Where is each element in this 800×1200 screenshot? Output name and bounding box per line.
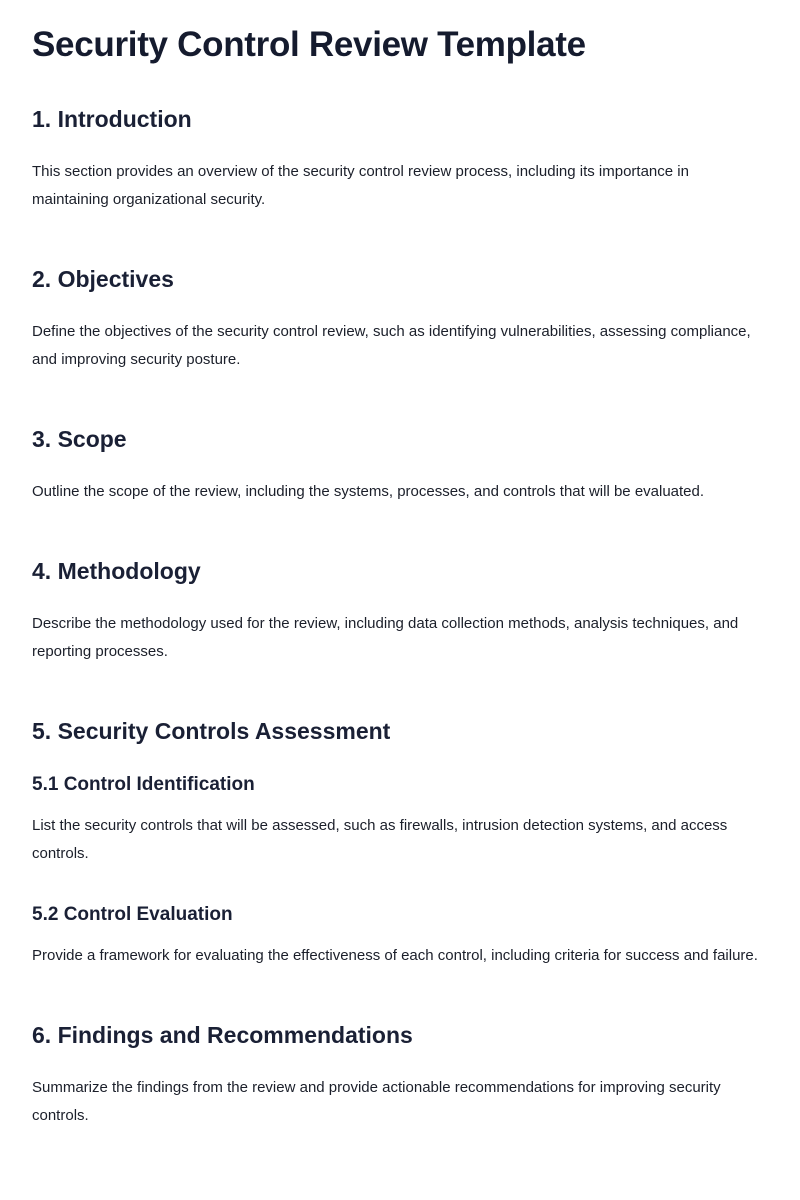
section-body-objectives: Define the objectives of the security control review, such as identifying vulnerabilities, assessing compliance, and improving security posture. — [32, 323, 751, 368]
section-methodology — [32, 556, 768, 666]
subsection-body-control-evaluation: Provide a framework for evaluating the effectiveness of each control, including criteria for success and failure. — [32, 947, 758, 964]
subsection-heading-control-identification: 5.1 Control Identification — [32, 774, 255, 795]
subsection-heading-control-evaluation: 5.2 Control Evaluation — [32, 904, 233, 925]
section-heading-objectives: 2. Objectives — [32, 266, 174, 292]
section-heading-methodology: 4. Methodology — [32, 558, 201, 584]
section-heading-scope: 3. Scope — [32, 426, 127, 452]
section-heading-findings-and-recommendations: 6. Findings and Recommendations — [32, 1022, 413, 1048]
section-introduction — [32, 104, 768, 214]
page-title: Security Control Review Template — [32, 25, 586, 64]
section-scope — [32, 424, 768, 506]
section-body-findings-and-recommendations: Summarize the findings from the review and provide actionable recommendations for improving security controls. — [32, 1079, 721, 1124]
section-heading-introduction: 1. Introduction — [32, 106, 192, 132]
subsection-body-control-identification: List the security controls that will be assessed, such as firewalls, intrusion detection systems, and access controls. — [32, 817, 728, 862]
section-security-controls-assessment — [32, 716, 768, 970]
section-body-introduction: This section provides an overview of the security control review process, including its importance in maintaining organizational security. — [32, 163, 689, 208]
subsection-control-identification — [32, 772, 768, 868]
section-objectives — [32, 264, 768, 374]
section-body-methodology: Describe the methodology used for the review, including data collection methods, analysis techniques, and reporting processes. — [32, 615, 739, 660]
subsection-control-evaluation — [32, 902, 768, 970]
section-heading-security-controls-assessment: 5. Security Controls Assessment — [32, 718, 391, 744]
section-body-scope: Outline the scope of the review, including the systems, processes, and controls that will be evaluated. — [32, 483, 705, 500]
section-findings-and-recommendations — [32, 1020, 768, 1130]
